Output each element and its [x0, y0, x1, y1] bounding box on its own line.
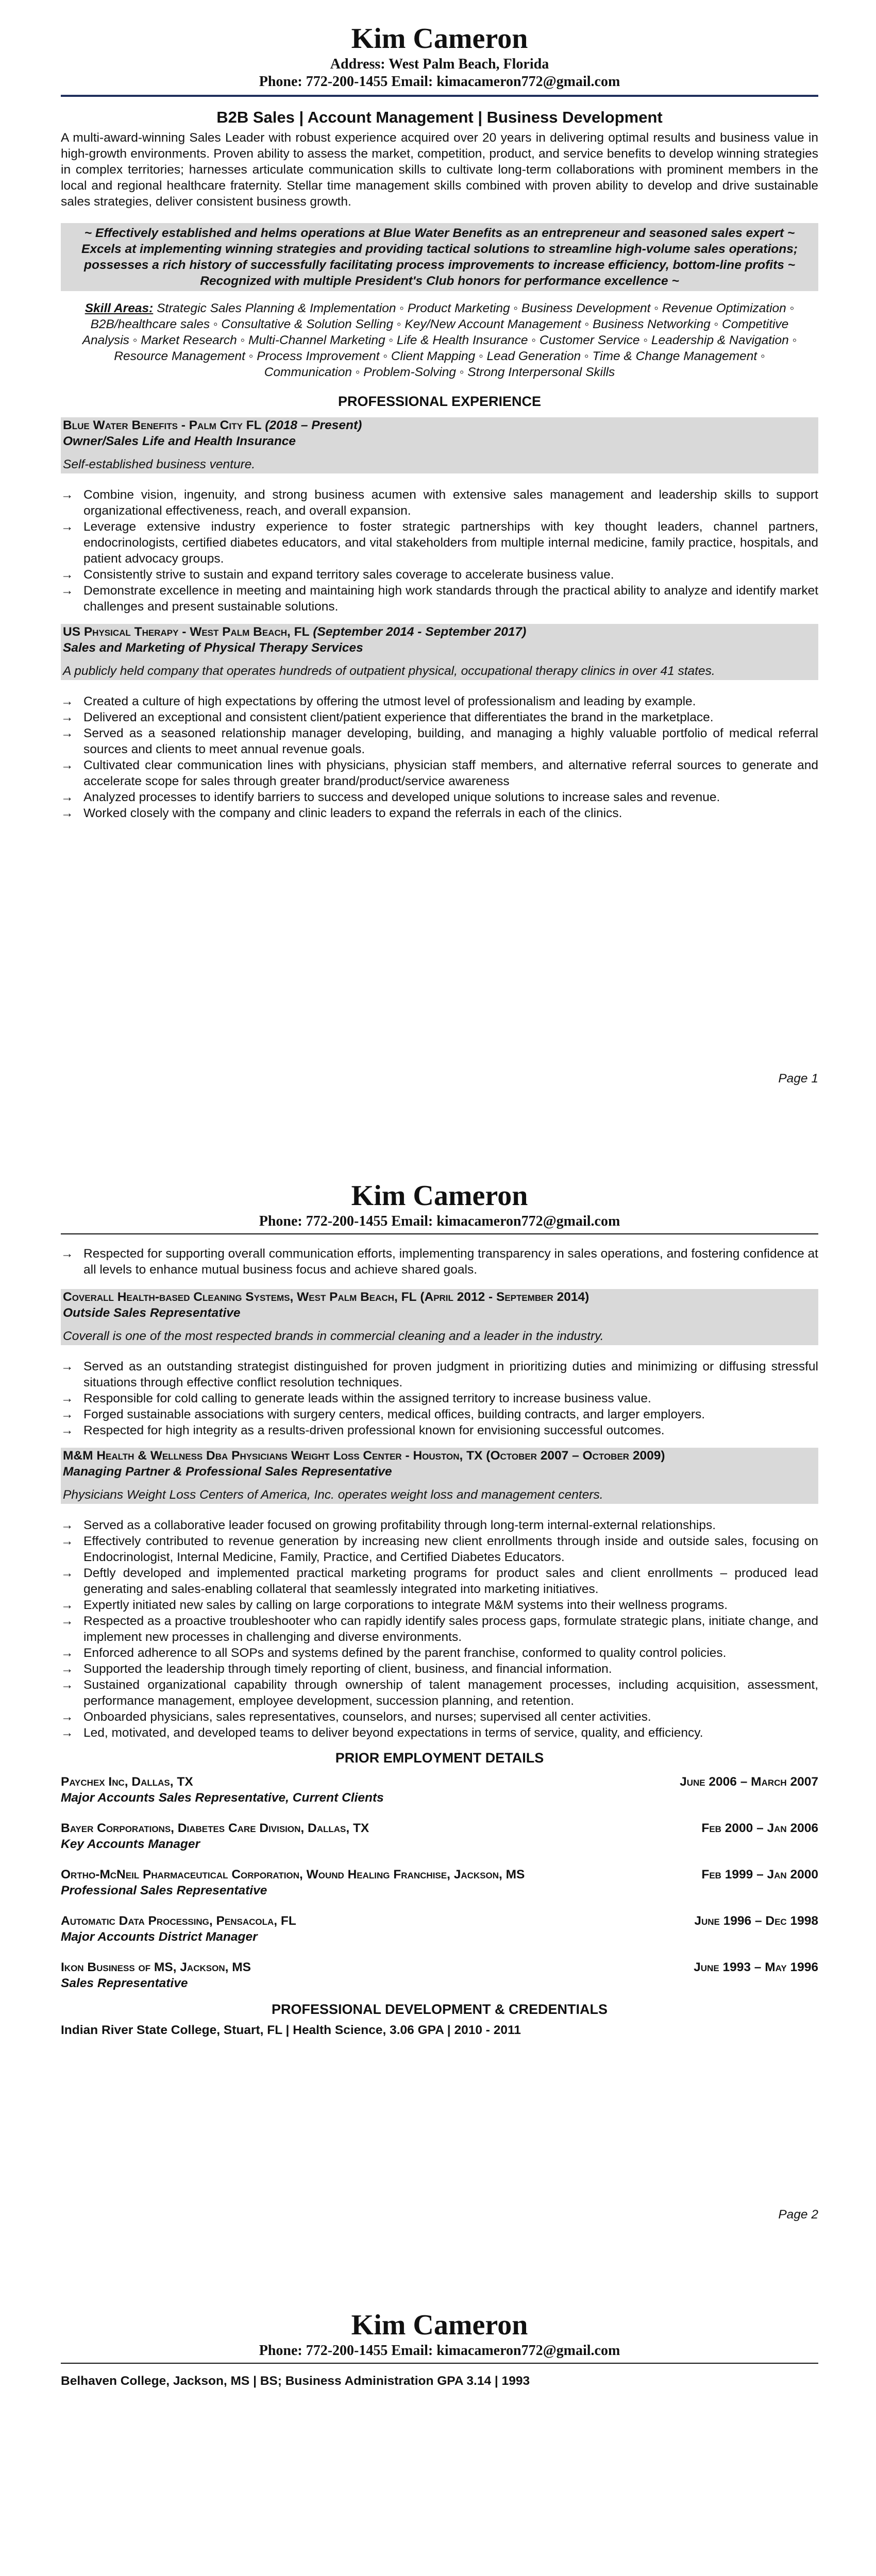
education-entry: Belhaven College, Jackson, MS | BS; Business Administration GPA 3.14 | 1993	[61, 2374, 530, 2388]
prior-dates: Feb 1999 – Jan 2000	[701, 1868, 818, 1882]
arrow-icon: →	[61, 1614, 74, 1628]
bullet-item	[61, 693, 818, 709]
job-description: Coverall is one of the most respected brands in commercial cleaning and a leader in the industry.	[63, 1329, 604, 1343]
job-header	[61, 624, 818, 680]
bullet-text: Deftly developed and implemented practical marketing programs for product sales and client enrollments – produced lead generating and sales-enabling collateral that seamlessly integrated into marketing initiatives.	[83, 1566, 818, 1596]
page-number: Page 1	[778, 1072, 818, 1086]
bullet-text: Responsible for cold calling to generate leads within the assigned territory to increase business value.	[83, 1392, 651, 1405]
bullet-item	[61, 1725, 818, 1741]
bullet-text: Served as a collaborative leader focused on growing profitability through long-term internal-external relationships.	[83, 1518, 716, 1532]
arrow-icon: →	[61, 1678, 74, 1692]
job-header	[61, 1448, 818, 1504]
arrow-icon: →	[61, 710, 74, 724]
bullet-item	[61, 1533, 818, 1565]
highlights-callout: ~ Effectively established and helms operations at Blue Water Benefits as an entrepreneur and seasoned sales expert ~ Excels at implementing winning strategies and providing tactical solutions to streamline high-volume sales operations; possesses a rich history of successfully facilitating process improvements to increase efficiency, bottom-line profits ~ Recognized with multiple President's Club honors for performance excellence ~	[61, 223, 818, 291]
bullet-item	[61, 757, 818, 789]
bullet-text: Respected for supporting overall communication efforts, implementing transparency in sales operations, and fostering confidence at all levels to enhance mutual business focus and achieve shared goals.	[83, 1247, 818, 1277]
page-2-content	[61, 1179, 818, 2038]
candidate-name: Kim Cameron	[351, 1180, 528, 1212]
prior-dates: Feb 2000 – Jan 2006	[701, 1821, 818, 1835]
arrow-icon: →	[61, 790, 74, 804]
arrow-icon: →	[61, 488, 74, 502]
job-dates: (April 2012 - September 2014)	[420, 1290, 589, 1304]
job-bullets	[61, 1359, 818, 1438]
job-company: Coverall Health-based Cleaning Systems, West Palm Beach, FL	[63, 1290, 417, 1304]
job-title: Owner/Sales Life and Health Insurance	[63, 434, 296, 448]
bullet-text: Combine vision, ingenuity, and strong business acumen with extensive sales management and leadership skills to support organizational effectiveness, reach, and overall expansion.	[83, 488, 818, 518]
bullet-item	[61, 1517, 818, 1533]
arrow-icon: →	[61, 584, 74, 598]
section-title-development: PROFESSIONAL DEVELOPMENT & CREDENTIALS	[271, 2002, 608, 2017]
header-divider	[61, 2363, 818, 2364]
bullet-text: Served as an outstanding strategist distinguished for proven judgment in prioritizing duties and minimizing or diffusing stressful situations through effective conflict resolution techniques.	[83, 1360, 818, 1389]
prior-dates: June 1993 – May 1996	[694, 1960, 818, 1974]
arrow-icon: →	[61, 1518, 74, 1532]
skill-areas-list: Strategic Sales Planning & Implementation ◦ Product Marketing ◦ Business Development ◦ Revenue Optimization ◦ B2B/healthcare sales ◦ Consultative & Solution Selling ◦ Key/New Account Management ◦ Business Networking ◦ Competitive Analysis ◦ Market Research ◦ Multi-Channel Marketing ◦ Life & Health Insurance ◦ Customer Service ◦ Leadership & Navigation ◦ Resource Management ◦ Process Improvement ◦ Client Mapping ◦ Lead Generation ◦ Time & Change Management ◦ Communication ◦ Problem-Solving ◦ Strong Interpersonal Skills	[82, 301, 797, 379]
prior-company: Automatic Data Processing, Pensacola, FL	[61, 1914, 296, 1928]
job-title: Managing Partner & Professional Sales Representative	[63, 1465, 392, 1479]
job-header	[61, 417, 818, 473]
section-title-experience: PROFESSIONAL EXPERIENCE	[338, 394, 542, 409]
bullet-item	[61, 1677, 818, 1709]
job-dates: (2018 – Present)	[265, 418, 362, 432]
candidate-name: Kim Cameron	[351, 23, 528, 55]
page-number: Page 2	[778, 2208, 818, 2222]
arrow-icon: →	[61, 1662, 74, 1676]
contact-line: Phone: 772-200-1455 Email: kimacameron772@gmail.com	[259, 1213, 620, 1229]
contact-line: Phone: 772-200-1455 Email: kimacameron772@gmail.com	[259, 2343, 620, 2359]
bullet-text: Led, motivated, and developed teams to deliver beyond expectations in terms of service, quality, and efficiency.	[83, 1726, 703, 1740]
prior-employment-entry	[61, 1774, 818, 1806]
education-entry: Indian River State College, Stuart, FL | Health Science, 3.06 GPA | 2010 - 2011	[61, 2023, 521, 2037]
job-bullets	[61, 487, 818, 615]
bullet-item	[61, 1406, 818, 1422]
bullet-item	[61, 1597, 818, 1613]
job-company: US Physical Therapy - West Palm Beach, FL	[63, 625, 310, 639]
prior-company: Paychex Inc, Dallas, TX	[61, 1775, 193, 1789]
bullet-text: Effectively contributed to revenue generation by increasing new client enrollments through inside and outside sales, focusing on Endocrinologist, Internal Medicine, Family, Practice, and Certified Diabetes Educators.	[83, 1534, 818, 1564]
prior-employment-entry	[61, 1959, 818, 1991]
arrow-icon: →	[61, 1392, 74, 1405]
address-line: Address: West Palm Beach, Florida	[330, 56, 549, 72]
bullet-text: Created a culture of high expectations by offering the utmost level of professionalism and leading by example.	[83, 694, 696, 708]
bullet-text: Respected as a proactive troubleshooter who can rapidly identify sales process gaps, formulate strategic plans, initiate change, and implement new processes in challenging and diverse environments.	[83, 1614, 818, 1644]
resume-page-2	[0, 1133, 876, 2267]
bullet-item	[61, 1246, 818, 1278]
bullet-text: Enforced adherence to all SOPs and systems defined by the parent franchise, conformed to quality control policies.	[83, 1646, 727, 1660]
bullet-text: Onboarded physicians, sales representatives, counselors, and nurses; supervised all center activities.	[83, 1710, 651, 1724]
bullet-item	[61, 709, 818, 725]
arrow-icon: →	[61, 520, 74, 534]
bullet-text: Served as a seasoned relationship manager developing, building, and managing a highly valuable portfolio of medical referral sources and clients to meet annual revenue goals.	[83, 726, 818, 756]
professional-headline: B2B Sales | Account Management | Business Development	[216, 108, 663, 126]
section-title-prior-employment: PRIOR EMPLOYMENT DETAILS	[335, 1750, 544, 1766]
arrow-icon: →	[61, 758, 74, 772]
arrow-icon: →	[61, 1646, 74, 1660]
prior-title: Key Accounts Manager	[61, 1837, 200, 1851]
arrow-icon: →	[61, 1566, 74, 1580]
job-bullets	[61, 1246, 818, 1278]
summary-paragraph: A multi-award-winning Sales Leader with robust experience acquired over 20 years in delivering optimal results and business value in high-growth environments. Proven ability to assess the market, competition, product, and service benefits to develop winning strategies in complex territories; harnesses articulate communication skills to cultivate long-term collaborations with prominent members in the local and regional healthcare fraternity. Stellar time management skills combined with proven ability to develop and drive sustainable sales strategies, deliver consistent business growth.	[61, 131, 818, 209]
job-header	[61, 1289, 818, 1345]
bullet-item	[61, 1661, 818, 1677]
job-title: Outside Sales Representative	[63, 1306, 241, 1320]
job-title: Sales and Marketing of Physical Therapy Services	[63, 641, 363, 655]
bullet-item	[61, 583, 818, 615]
arrow-icon: →	[61, 1726, 74, 1740]
skill-areas-label: Skill Areas:	[85, 301, 154, 315]
resume-page-1	[0, 0, 876, 1133]
bullet-item	[61, 487, 818, 519]
contact-line: Phone: 772-200-1455 Email: kimacameron772@gmail.com	[259, 74, 620, 90]
bullet-text: Respected for high integrity as a results-driven professional known for envisioning successful outcomes.	[83, 1423, 665, 1437]
bullet-text: Analyzed processes to identify barriers to success and developed unique solutions to increase sales and revenue.	[83, 790, 720, 804]
bullet-text: Cultivated clear communication lines with physicians, physician staff members, and alternative referral sources to generate and accelerate scope for sales through greater brand/product/service awareness	[83, 758, 818, 788]
job-company: Blue Water Benefits - Palm City FL	[63, 418, 262, 432]
prior-company: Ikon Business of MS, Jackson, MS	[61, 1960, 251, 1974]
arrow-icon: →	[61, 1423, 74, 1437]
bullet-item	[61, 789, 818, 805]
arrow-icon: →	[61, 1247, 74, 1261]
bullet-text: Supported the leadership through timely reporting of client, business, and financial information.	[83, 1662, 612, 1676]
job-description: Self-established business venture.	[63, 457, 256, 471]
bullet-item	[61, 567, 818, 583]
prior-employment-entry	[61, 1913, 818, 1945]
bullet-item	[61, 1645, 818, 1661]
prior-title: Professional Sales Representative	[61, 1884, 267, 1897]
prior-employment-entry	[61, 1867, 818, 1899]
bullet-item	[61, 1613, 818, 1645]
bullet-item	[61, 1565, 818, 1597]
arrow-icon: →	[61, 806, 74, 820]
prior-dates: June 2006 – March 2007	[680, 1775, 818, 1789]
arrow-icon: →	[61, 1710, 74, 1724]
arrow-icon: →	[61, 1534, 74, 1548]
arrow-icon: →	[61, 694, 74, 708]
page-3-content	[61, 2308, 818, 2389]
prior-company: Bayer Corporations, Diabetes Care Division, Dallas, TX	[61, 1821, 369, 1835]
page-1-content	[61, 22, 818, 821]
bullet-text: Worked closely with the company and clinic leaders to expand the referrals in each of the clinics.	[83, 806, 622, 820]
header-divider	[61, 95, 818, 97]
bullet-text: Sustained organizational capability through ownership of talent management processes, including acquisition, assessment, performance management, employee development, succession planning, and retention.	[83, 1678, 818, 1708]
arrow-icon: →	[61, 568, 74, 582]
job-dates: (September 2014 - September 2017)	[313, 625, 527, 639]
job-description: Physicians Weight Loss Centers of America, Inc. operates weight loss and management centers.	[63, 1488, 603, 1502]
bullet-text: Delivered an exceptional and consistent client/patient experience that differentiates the brand in the marketplace.	[83, 710, 714, 724]
bullet-item	[61, 1422, 818, 1438]
bullet-text: Consistently strive to sustain and expand territory sales coverage to accelerate business value.	[83, 568, 614, 582]
job-bullets	[61, 693, 818, 821]
arrow-icon: →	[61, 1360, 74, 1374]
prior-employment-entry	[61, 1820, 818, 1852]
job-company: M&M Health & Wellness Dba Physicians Weight Loss Center - Houston, TX	[63, 1449, 483, 1463]
candidate-name: Kim Cameron	[351, 2309, 528, 2341]
bullet-text: Forged sustainable associations with surgery centers, medical offices, building contracts, and larger employers.	[83, 1408, 705, 1421]
bullet-item	[61, 1709, 818, 1725]
arrow-icon: →	[61, 726, 74, 740]
bullet-item	[61, 519, 818, 567]
arrow-icon: →	[61, 1598, 74, 1612]
bullet-text: Expertly initiated new sales by calling on large corporations to integrate M&M systems into their wellness programs.	[83, 1598, 728, 1612]
bullet-item	[61, 805, 818, 821]
prior-title: Major Accounts District Manager	[61, 1930, 258, 1944]
prior-title: Major Accounts Sales Representative, Current Clients	[61, 1791, 384, 1805]
prior-dates: June 1996 – Dec 1998	[694, 1914, 818, 1928]
job-bullets	[61, 1517, 818, 1741]
bullet-text: Demonstrate excellence in meeting and maintaining high work standards through the practical ability to analyze and identify market challenges and present sustainable solutions.	[83, 584, 818, 614]
header-divider	[61, 1233, 818, 1234]
skill-areas	[61, 300, 818, 380]
arrow-icon: →	[61, 1408, 74, 1421]
prior-company: Ortho-McNeil Pharmaceutical Corporation, Wound Healing Franchise, Jackson, MS	[61, 1868, 525, 1882]
bullet-item	[61, 1391, 818, 1406]
bullet-item	[61, 725, 818, 757]
job-dates: (October 2007 – October 2009)	[486, 1449, 665, 1463]
job-description: A publicly held company that operates hundreds of outpatient physical, occupational therapy clinics in over 41 states.	[63, 664, 715, 678]
bullet-text: Leverage extensive industry experience to foster strategic partnerships with key thought leaders, channel partners, endocrinologists, certified diabetes educators, and vital stakeholders from multiple internal medicine, family practice, hospitals, and patient advocacy groups.	[83, 520, 818, 566]
prior-title: Sales Representative	[61, 1976, 188, 1990]
resume-page-3	[0, 2267, 876, 2576]
prior-employment-list	[61, 1774, 818, 1991]
bullet-item	[61, 1359, 818, 1391]
